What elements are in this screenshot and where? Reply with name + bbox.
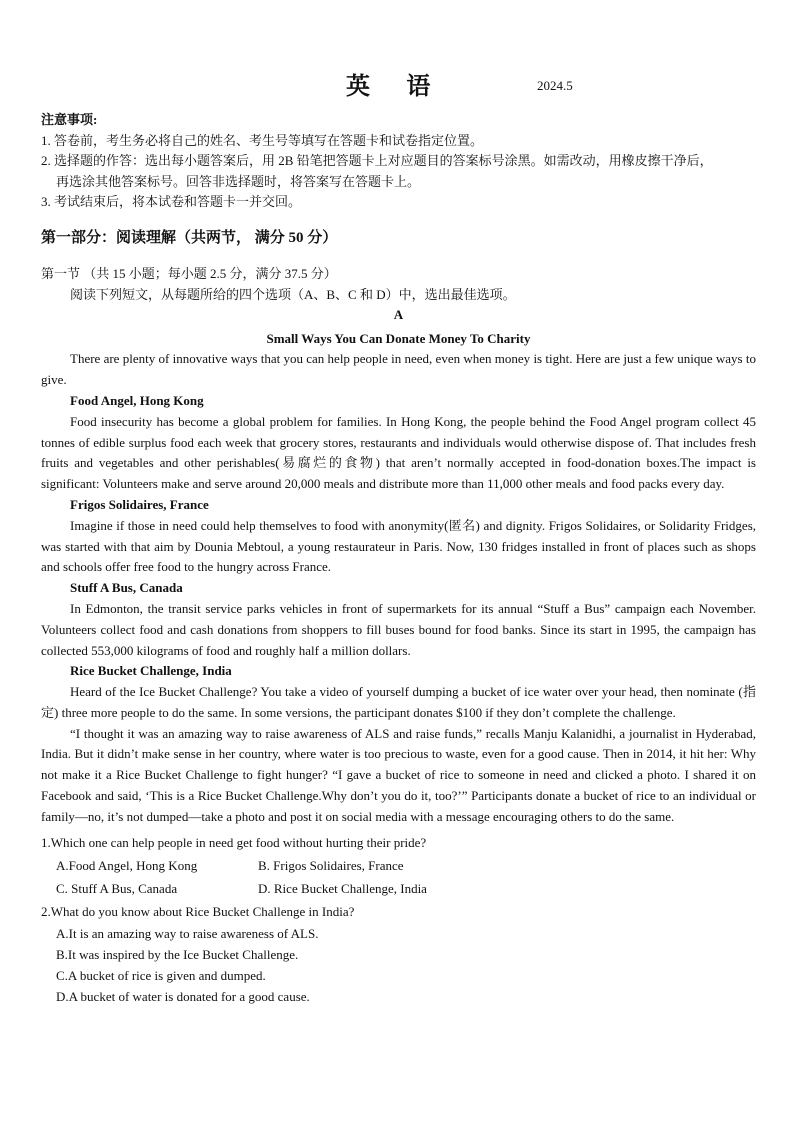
part-title: 第一部分：阅读理解（共两节， 满分 50 分）	[41, 229, 338, 246]
section-text: Food insecurity has become a global problem for families. In Hong Kong, the people behind the Food Angel program collect 45 tonnes of edible surplus food each week that grocery stores, restaurants and individuals would otherwise dispose of. That includes fresh fruits and vegetables and other perishables(易腐烂的食物) that aren’t normally accepted in food-donation boxes.The impact is significant: Volunteers make and serve around 20,000 meals and distribute more than 11,000 other meals and food packs every day.	[41, 413, 756, 492]
option-c[interactable]: C.A bucket of rice is given and dumped.	[56, 967, 266, 983]
option-a[interactable]: A.Food Angel, Hong Kong	[56, 857, 198, 873]
option-b[interactable]: B.It was inspired by the Ice Bucket Challenge.	[56, 946, 299, 962]
instruction: 阅读下列短文，从每题所给的四个选项（A、B、C 和 D）中，选出最佳选项。	[70, 286, 516, 302]
question-1	[41, 831, 756, 900]
notice-item: 3. 考试结束后，将本试卷和答题卡一并交回。	[41, 194, 302, 210]
passage-title: Small Ways You Can Donate Money To Charity	[266, 330, 531, 346]
section-text: Heard of the Ice Bucket Challenge? You take a video of yourself dumping a bucket of ice water over your head, then nominate (指定) three more people to do the same. In some versions, the participant donates $100 if they don’t complete the challenge.	[41, 684, 756, 720]
passage-label: A	[393, 307, 404, 323]
notice-item-continued: 再选涂其他答案标号。回答非选择题时，将答案写在答题卡上。	[56, 173, 421, 189]
notice-item: 2. 选择题的作答：选出每小题答案后，用 2B 铅笔把答题卡上对应题目的答案标号涂黑。如需改动，用橡皮擦干净后，	[41, 153, 713, 169]
page-title: 英 语	[346, 71, 445, 100]
section-title: 第一节 （共 15 小题；每小题 2.5 分，满分 37.5 分）	[41, 265, 337, 281]
section-text: In Edmonton, the transit service parks vehicles in front of supermarkets for its annual “Stuff a Bus” campaign each November. Volunteers collect food and cash donations from shoppers to fill buses bound for food banks. Since its start in 1995, the campaign has collected 553,000 kilograms of food and roughly half a million dollars.	[41, 600, 756, 658]
question-2	[41, 900, 756, 1007]
exam-date: 2024.5	[537, 78, 573, 93]
section-heading: Food Angel, Hong Kong	[70, 392, 204, 408]
option-a[interactable]: A.It is an amazing way to raise awareness of ALS.	[56, 925, 319, 941]
section-heading: Rice Bucket Challenge, India	[70, 663, 232, 679]
section-heading: Stuff A Bus, Canada	[70, 580, 183, 596]
notice-heading: 注意事项:	[41, 112, 98, 127]
question-stem: 1.Which one can help people in need get food without hurting their pride?	[41, 834, 427, 850]
question-stem: 2.What do you know about Rice Bucket Challenge in India?	[41, 903, 355, 919]
notice-block	[41, 110, 756, 213]
option-c[interactable]: C. Stuff A Bus, Canada	[56, 880, 178, 896]
header	[41, 0, 756, 110]
notice-item: 1. 答卷前，考生务必将自己的姓名、考生号等填写在答题卡和试卷指定位置。	[41, 132, 484, 148]
final-paragraph: “I thought it was an amazing way to raise awareness of ALS and raise funds,” recalls Manju Kalanidhi, a journalist in Hyderabad, India. But it didn’t make sense in her country, where water is too precious to waste, even for a good cause. Then in 2014, it hit her: Why not make it a Rice Bucket Challenge to fight hunger? “I gave a bucket of rice to someone in need and clicked a photo. I shared it on Facebook and said, ‘This is a Rice Bucket Challenge.Why don’t you do it, too?’” Participants donate a bucket of rice to an individual or family—no, it’s not dumped—take a photo and post it on social media with a message encouraging others to do the same.	[41, 725, 756, 824]
option-d[interactable]: D.A bucket of water is donated for a good cause.	[56, 988, 310, 1004]
section-heading: Frigos Solidaires, France	[70, 496, 209, 512]
passage-intro: There are plenty of innovative ways that you can help people in need, even when money is tight. Here are just a few unique ways to give.	[41, 351, 756, 388]
section-text: Imagine if those in need could help themselves to food with anonymity(匿名) and dignity. Frigos Solidaires, or Solidarity Fridges, was started with that aim by Dounia Mebtoul, a young restaurateur in Paris. Now, 130 fridges installed in front of places such as shops and schools offer free food to the hungry across France.	[41, 517, 756, 575]
option-b[interactable]: B. Frigos Solidaires, France	[258, 857, 404, 873]
option-d[interactable]: D. Rice Bucket Challenge, India	[258, 880, 427, 896]
